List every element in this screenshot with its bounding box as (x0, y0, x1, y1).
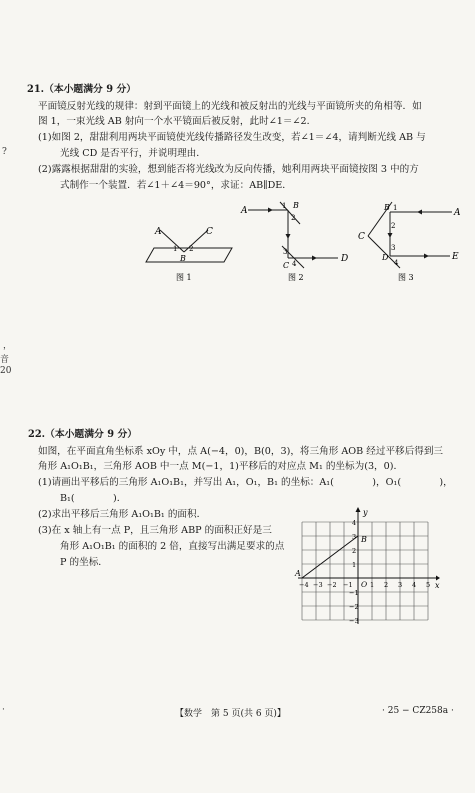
x-tick: 1 (370, 581, 375, 589)
figure-1 (140, 222, 240, 284)
point-a-label: A (454, 208, 461, 218)
y-tick: 3 (352, 533, 357, 541)
q22-part3-line3: P 的坐标． (60, 557, 108, 568)
x-tick: 5 (426, 581, 431, 589)
q21-part1-line1: (1)如图 2，甜甜利用两块平面镜使光线传播路径发生改变，若∠1＝∠4，请判断光线 AB 与 (38, 132, 426, 143)
figure-3-caption: 图 3 (398, 273, 414, 282)
point-e-label: E (452, 252, 459, 262)
figure-2 (238, 198, 353, 284)
point-a-label: A (155, 227, 162, 237)
angle-4-label: 4 (292, 260, 297, 268)
point-d-label: D (382, 253, 389, 262)
footer-left-dot: · (2, 705, 5, 715)
angle-4-label: 4 (394, 259, 399, 267)
angle-1-label: 1 (282, 202, 287, 210)
y-tick: −2 (349, 603, 359, 611)
edge-mark: 音 (0, 355, 10, 365)
q21-header: 21.（本小题满分 9 分） (27, 84, 137, 95)
point-b-label: B (180, 254, 186, 263)
angle-1-label: 1 (173, 245, 178, 253)
coordinate-grid (292, 506, 442, 632)
figure-2-caption: 图 2 (288, 273, 304, 282)
x-tick: −1 (343, 581, 353, 589)
x-tick: −2 (327, 581, 337, 589)
q22-part1-line2: B₁( )． (60, 493, 127, 504)
q21-part2-line2: 式制作一个装置．若∠1＋∠4＝90°，求证：AB∥DE． (60, 180, 292, 191)
point-b-label: B (293, 201, 299, 210)
angle-2-label: 2 (189, 245, 194, 253)
x-tick: −4 (299, 581, 309, 589)
point-c-label: C (283, 261, 290, 270)
angle-3-label: 3 (283, 248, 288, 256)
y-tick: 1 (352, 561, 357, 569)
q22-part2: (2)求出平移后三角形 A₁O₁B₁ 的面积． (38, 509, 207, 520)
x-tick: 3 (398, 581, 403, 589)
ray-bc (184, 230, 208, 252)
edge-mark: 20 (0, 366, 12, 376)
q21-intro-line2: 图 1，一束光线 AB 射向一个水平镜面后被反射，此时∠1＝∠2． (38, 116, 317, 127)
x-axis-label: x (435, 581, 440, 590)
x-tick: −3 (313, 581, 323, 589)
angle-2-label: 2 (291, 214, 296, 222)
point-a-label: A (241, 206, 248, 216)
q21-part1-line2: 光线 CD 是否平行，并说明理由． (60, 148, 206, 159)
y-tick: 4 (352, 519, 357, 527)
point-c-label: C (358, 232, 365, 242)
ray-ab (160, 230, 184, 252)
origin-label: O (361, 580, 368, 589)
y-tick: −1 (349, 589, 359, 597)
q22-part3-line2: 角形 A₁O₁B₁ 的面积的 2 倍，直接写出满足要求的点 (60, 541, 285, 552)
point-a-label: A (295, 569, 301, 578)
point-b-label: B (361, 535, 367, 544)
angle-1-label: 1 (393, 204, 398, 212)
q22-intro-line2: 角形 A₁O₁B₁，三角形 AOB 中一点 M(−1，1)平移后的对应点 M₁ 的坐标为(3，0)． (38, 461, 404, 472)
angle-3-label: 3 (391, 244, 396, 252)
q22-part3-line1: (3)在 x 轴上有一点 P，且三角形 ABP 的面积正好是三 (38, 525, 272, 536)
y-axis-label: y (363, 508, 368, 517)
q21-part2-line1: (2)露露根据甜甜的实验，想到能否将光线改为反向传播，她利用两块平面镜按图 3 中的方 (38, 164, 419, 175)
angle-2-label: 2 (391, 222, 396, 230)
point-d-label: D (341, 254, 349, 264)
point-c-label: C (206, 227, 213, 237)
q21-intro-line1: 平面镜反射光线的规律：射到平面镜上的光线和被反射出的光线与平面镜所夹的角相等．如 (38, 101, 422, 112)
edge-mark: ? (2, 147, 7, 157)
point-b-label: B (384, 203, 390, 212)
x-tick: 2 (384, 581, 389, 589)
q22-part1-line1: (1)请画出平移后的三角形 A₁O₁B₁，并写出 A₁，O₁，B₁ 的坐标：A₁( )，O₁( )， (38, 477, 453, 488)
y-tick: −3 (349, 617, 359, 625)
x-tick: 4 (412, 581, 417, 589)
figure-1-caption: 图 1 (176, 273, 192, 282)
y-tick: 2 (352, 547, 357, 555)
figure-3 (352, 198, 462, 284)
q22-intro-line1: 如图，在平面直角坐标系 xOy 中，点 A(−4，0)，B(0，3)，将三角形 AOB 经过平移后得到三 (38, 446, 444, 457)
q22-header: 22.（本小题满分 9 分） (28, 429, 138, 440)
footer-code: · 25 − CZ258a · (382, 706, 454, 716)
footer-page-number: 【数学 第 5 页(共 6 页)】 (175, 709, 286, 719)
edge-mark: ， (3, 341, 13, 351)
